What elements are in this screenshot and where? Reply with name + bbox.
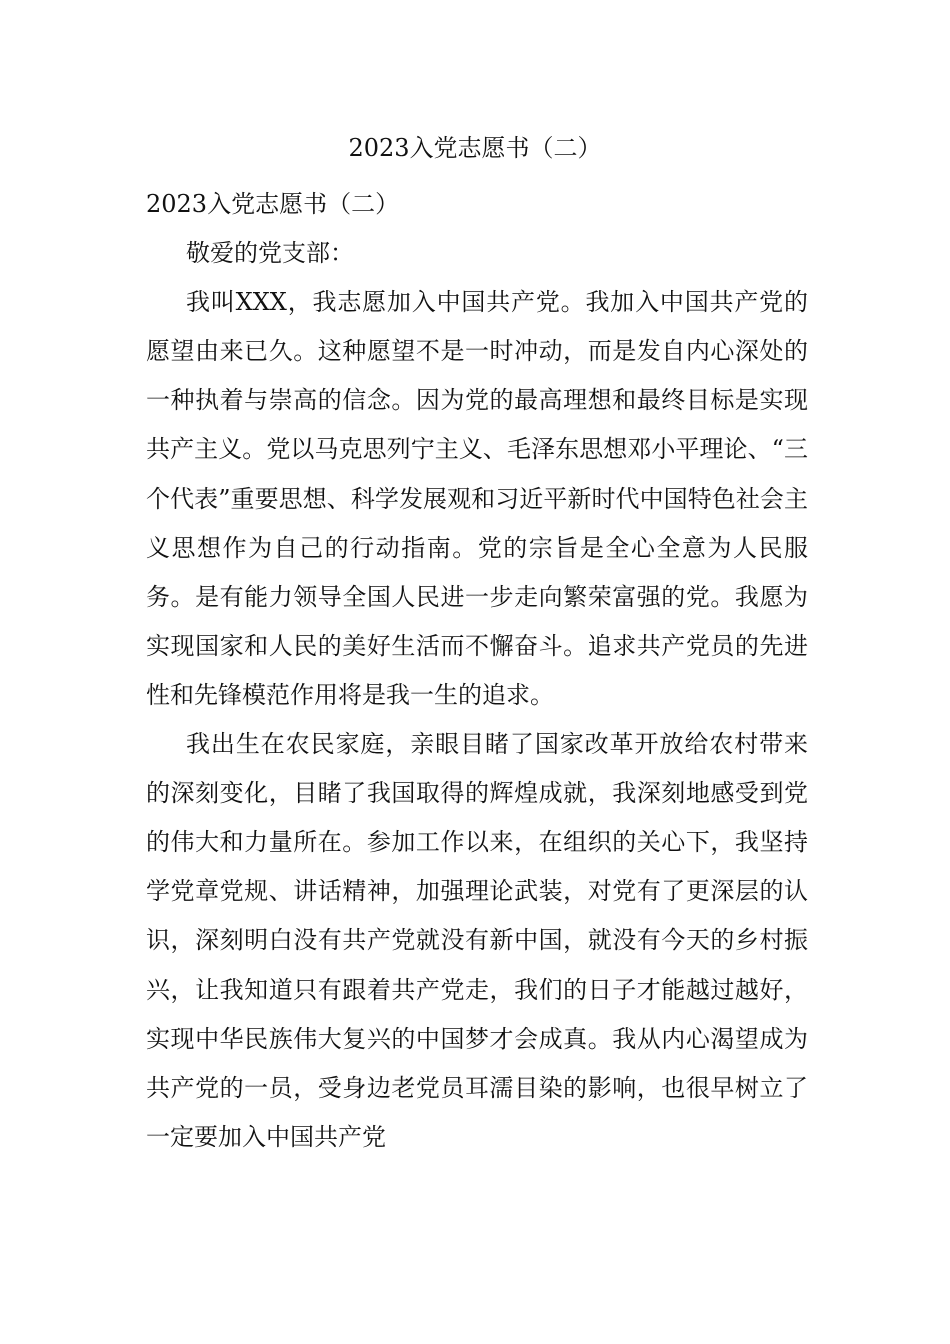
document-body (146, 180, 808, 1162)
paragraph-2: 我出生在农民家庭，亲眼目睹了国家改革开放给农村带来的深刻变化，目睹了我国取得的辉煌成就，我深刻地感受到党的伟大和力量所在。参加工作以来，在组织的关心下，我坚持学党章党规、讲话精神，加强理论武装，对党有了更深层的认识，深刻明白没有共产党就没有新中国，就没有今天的乡村振兴，让我知道只有跟着共产党走，我们的日子才能越过越好，实现中华民族伟大复兴的中国梦才会成真。我从内心渴望成为共产党的一员，受身边老党员耳濡目染的影响，也很早树立了一定要加入中国共产党 (146, 730, 808, 1151)
paragraph-1: 我叫XXX，我志愿加入中国共产党。我加入中国共产党的愿望由来已久。这种愿望不是一时冲动，而是发自内心深处的一种执着与崇高的信念。因为党的最高理想和最终目标是实现共产主义。党以马克思列宁主义、毛泽东思想邓小平理论、“三个代表”重要思想、科学发展观和习近平新时代中国特色社会主义思想作为自己的行动指南。党的宗旨是全心全意为人民服务。是有能力领导全国人民进一步走向繁荣富强的党。我愿为实现国家和人民的美好生活而不懈奋斗。追求共产党员的先进性和先锋模范作用将是我一生的追求。 (146, 288, 808, 709)
salutation: 敬爱的党支部： (186, 239, 354, 268)
document-subtitle: 2023入党志愿书（二） (146, 190, 400, 218)
document-title: 2023入党志愿书（二） (348, 134, 602, 162)
